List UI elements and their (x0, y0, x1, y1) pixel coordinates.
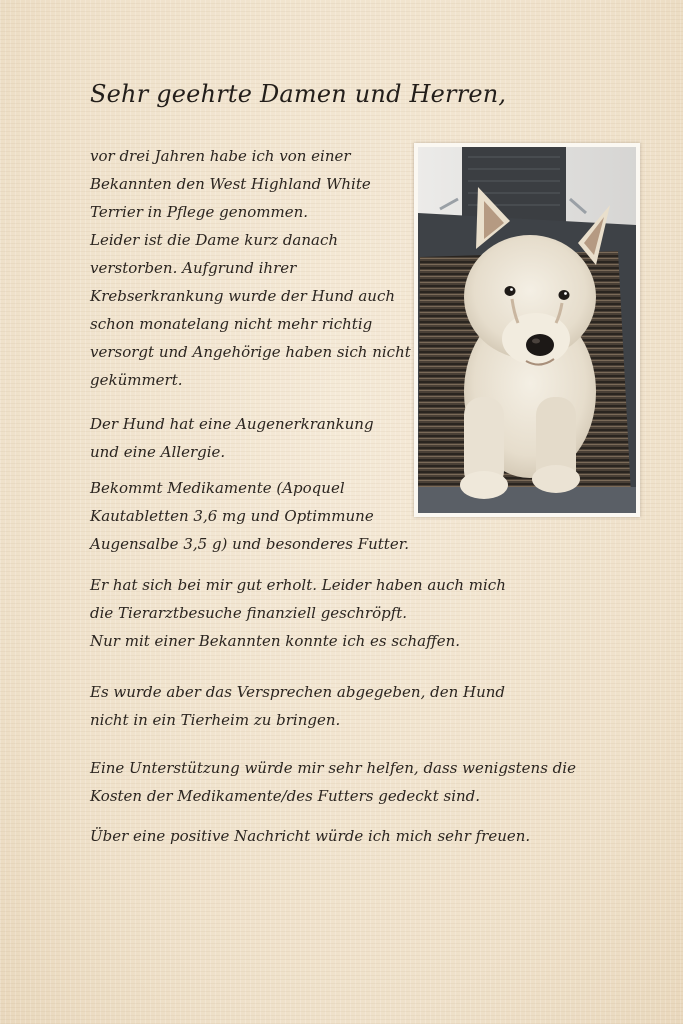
paragraph-illness (90, 410, 374, 466)
salutation: Sehr geehrte Damen und Herren, (90, 80, 507, 108)
text-line: und eine Allergie. (90, 443, 226, 461)
paragraph-closing (90, 822, 530, 850)
text-line: gekümmert. (90, 371, 183, 389)
paragraph-medication (90, 474, 409, 558)
text-line: Eine Unterstützung würde mir sehr helfen, dass wenigstens die (90, 759, 576, 777)
text-line: Kosten der Medikamente/des Futters gedeckt sind. (90, 787, 481, 805)
text-line: Leider ist die Dame kurz danach (90, 231, 339, 249)
text-line: Über eine positive Nachricht würde ich mich sehr freuen. (90, 827, 531, 845)
text-line: Der Hund hat eine Augenerkrankung (90, 415, 374, 433)
dog-photo-frame (414, 143, 640, 517)
paragraph-support-request (90, 754, 576, 810)
text-line: Er hat sich bei mir gut erholt. Leider haben auch mich (90, 576, 506, 594)
text-line: Nur mit einer Bekannten konnte ich es schaffen. (90, 632, 460, 650)
text-line: nicht in ein Tierheim zu bringen. (90, 711, 341, 729)
text-line: vor drei Jahren habe ich von einer (90, 147, 351, 165)
text-line: Es wurde aber das Versprechen abgegeben, den Hund (90, 683, 506, 701)
text-line: schon monatelang nicht mehr richtig (90, 315, 373, 333)
dog-photo (418, 147, 636, 513)
text-line: Bekannten den West Highland White (90, 175, 371, 193)
text-line: Kautabletten 3,6 mg und Optimmune (90, 507, 374, 525)
paragraph-promise (90, 678, 505, 734)
paragraph-adoption (90, 142, 371, 226)
text-line: verstorben. Aufgrund ihrer (90, 259, 297, 277)
text-line: die Tierarztbesuche finanziell geschröpft. (90, 604, 408, 622)
text-line: Augensalbe 3,5 g) und besonderes Futter. (90, 535, 410, 553)
paragraph-owner-death (90, 226, 411, 394)
text-line: Krebserkrankung wurde der Hund auch (90, 287, 396, 305)
paragraph-recovery (90, 571, 506, 655)
text-line: versorgt und Angehörige haben sich nicht (90, 343, 411, 361)
text-line: Bekommt Medikamente (Apoquel (90, 479, 345, 497)
text-line: Terrier in Pflege genommen. (90, 203, 309, 221)
